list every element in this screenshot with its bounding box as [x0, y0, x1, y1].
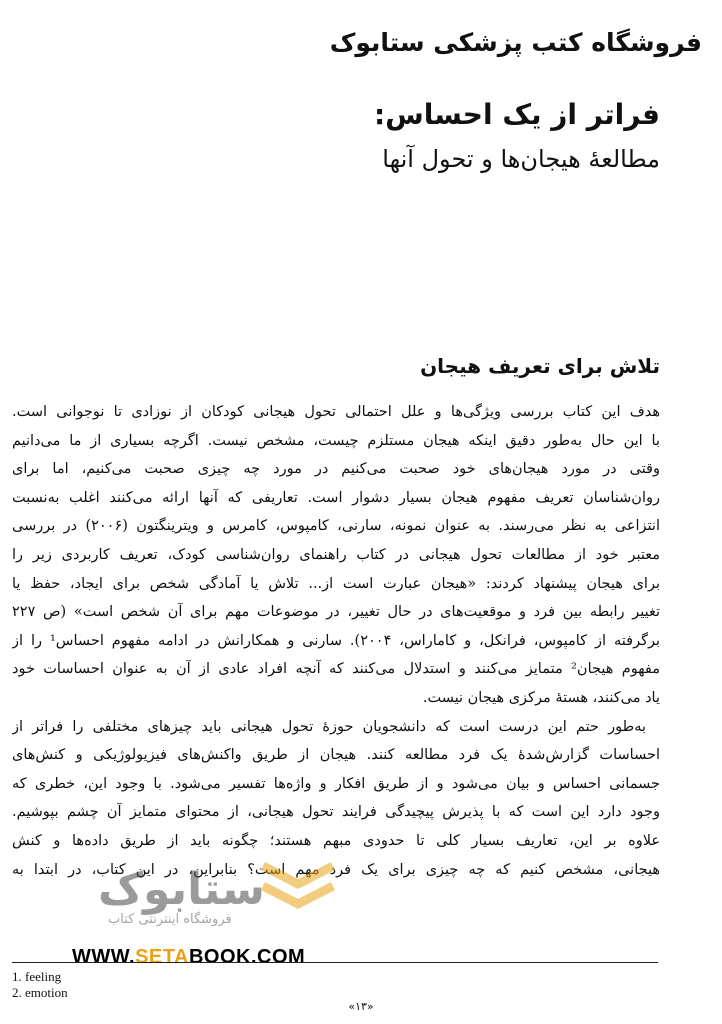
watermark-tagline: فروشگاه اینترنتی کتاب [108, 912, 232, 927]
paragraph-1 [12, 398, 660, 713]
watermark-logo-text: ستابوک [98, 864, 265, 915]
text-line: تغییر رابطه بین فرد و موقعیت‌های در حال تغییر، در موضوعات مهم برای آن شخص است» (ص ۲۲۷ [12, 604, 660, 621]
chevron-logo-icon [258, 858, 338, 918]
text-line: علاوه بر این، تعاریف بسیار کلی تا حدودی مبهم هستند؛ چگونه باید از طریق داده‌ها و کنش [12, 832, 660, 849]
footnote-item: 2. emotion [12, 985, 68, 1000]
body-text [12, 398, 660, 884]
page-number: «۱۳» [348, 1000, 374, 1013]
footnote-divider [12, 962, 658, 963]
text-line: انتزاعی به نظر می‌رسند. به عنوان نمونه، سارنی، کامپوس، کامرس و ویترینگتون (۲۰۰۶) در بررسی [12, 518, 660, 535]
text-line: معتبر خود از مطالعات تحول هیجانی در کتاب راهنمای روان‌شناسی کودک، تعریف کاربردی زیر را [12, 546, 660, 563]
text-line: هیجانی، مشخص کنیم که چه چیزی برای یک فرد مهم است؟ بنابراین، در این کتاب، در ابتدا به [12, 861, 660, 878]
text-line: مفهوم هیجان² متمایز می‌کنند و استدلال می‌کنند که آنچه افراد عادی از آن به عنوان احساسات خود [12, 661, 660, 678]
footnotes [12, 969, 68, 1001]
website-prefix: WWW. [72, 946, 136, 968]
chapter-subtitle: مطالعهٔ هیجان‌ها و تحول آنها [382, 145, 660, 173]
text-line: روان‌شناسان تعریف مفهوم هیجان بسیار دشوار است. تعاریفی که آنها ارائه می‌کنند اغلب به‌نسبت [12, 489, 660, 506]
text-line: یاد می‌کنند، هستهٔ مرکزی هیجان نیست. [422, 689, 660, 706]
text-line: با این حال به‌طور دقیق اینکه هیجان مستلزم چیست، مشخص نیست. اگرچه بسیاری از ما می‌دانیم [12, 432, 660, 449]
section-heading: تلاش برای تعریف هیجان [420, 354, 660, 378]
text-line: جسمانی احساس و بیان می‌شود و از طریق افکار و واژه‌ها تفسیر می‌شود. با وجود این، خطری که [12, 775, 660, 792]
website-suffix: BOOK.COM [188, 946, 306, 968]
text-line: وقتی در مورد هیجان‌های خود صحبت می‌کنیم در مورد چه چیزی صحبت می‌کنیم، اما برای [12, 461, 660, 478]
text-line: هدف این کتاب بررسی ویژگی‌ها و علل احتمالی تحول هیجانی کودکان از نوزادی تا نوجوانی است. [12, 404, 660, 420]
text-line: برای هیجان پیشنهاد کردند: «هیجان عبارت است از... تلاش یا آمادگی شخص برای ایجاد، حفظ یا [12, 575, 660, 592]
text-line: احساسات گزارش‌شدهٔ یک فرد مطالعه کنند. هیجان از طریق واکنش‌های فیزیولوژیکی و کنش‌های [12, 747, 660, 764]
text-line: وجود دارد این است که با پذیرش پیچیدگی فرایند تحول هیجانی، از محتوای متمایز آن چشم بپوشیم. [12, 804, 660, 821]
website-accent: SETA [135, 946, 189, 968]
text-line: برگرفته از کامپوس، فرانکل، و کاماراس، ۲۰۰۴). سارنی و همکارانش در ادامه مفهوم احساس¹ را از [12, 632, 660, 649]
store-header: فروشگاه کتب پزشکی ستابوک [329, 28, 702, 57]
footnote-item: 1. feeling [12, 969, 62, 984]
text-line: به‌طور حتم این درست است که دانشجویان حوزهٔ تحول هیجانی باید چیزهای مختلفی را فراتر از [12, 718, 646, 735]
website-url[interactable] [72, 946, 305, 969]
chapter-title: فراتر از یک احساس: [373, 98, 660, 131]
